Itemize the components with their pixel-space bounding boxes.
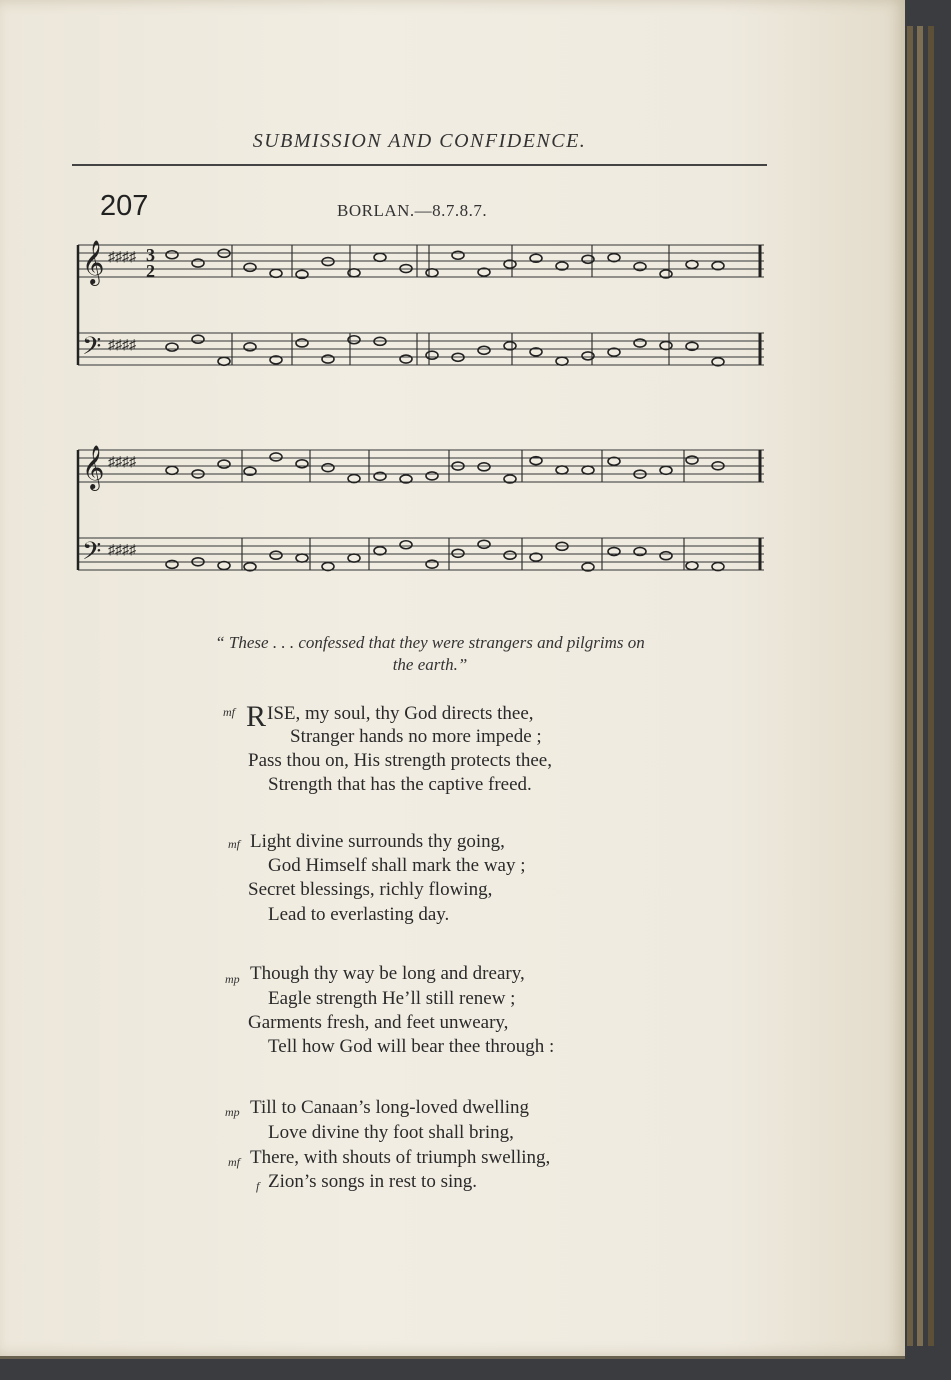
page-edge [917, 26, 923, 1346]
note-head [504, 551, 516, 559]
note-head [478, 346, 490, 354]
note-head [322, 563, 334, 571]
dynamic-marking: mf [223, 705, 235, 719]
verse-line: Garments fresh, and feet unweary, [248, 1012, 509, 1033]
note-head [426, 560, 438, 568]
verse-line: Though thy way be long and dreary, [250, 963, 525, 984]
key-signature: ♯♯♯♯ [108, 455, 136, 470]
dynamic-marking: mf [228, 1155, 240, 1169]
note-head [296, 460, 308, 468]
note-head [166, 343, 178, 351]
page-edge [928, 26, 934, 1346]
verse-line: Stranger hands no more impede ; [290, 726, 542, 747]
verse-line: Till to Canaan’s long-loved dwelling [250, 1097, 530, 1118]
note-head [686, 456, 698, 464]
verse-line: Zion’s songs in rest to sing. [268, 1171, 478, 1192]
note-head [478, 540, 490, 548]
bass-clef: 𝄢 [82, 537, 102, 572]
note-head [244, 343, 256, 351]
dynamic-marking: f [256, 1179, 260, 1193]
note-head [192, 259, 204, 267]
note-head [426, 351, 438, 359]
note-head [660, 466, 672, 474]
hymn-number: 207 [100, 190, 149, 222]
note-head [426, 472, 438, 480]
verse-line: Tell how God will bear thee through : [268, 1036, 555, 1057]
note-head [660, 552, 672, 560]
verse-line: Pass thou on, His strength protects thee, [248, 750, 552, 771]
key-signature: ♯♯♯♯ [108, 543, 136, 558]
bass-clef: 𝄢 [82, 332, 102, 367]
treble-clef: 𝄞 [82, 240, 105, 284]
note-head [270, 269, 282, 277]
note-head [426, 269, 438, 277]
verse-line: There, with shouts of triumph swelling, [250, 1147, 551, 1168]
note-head [166, 251, 178, 259]
note-head [712, 563, 724, 571]
note-head [660, 342, 672, 350]
treble-clef: 𝄞 [82, 445, 105, 489]
note-head [270, 453, 282, 461]
verse-line: Light divine surrounds thy going, [250, 831, 505, 852]
note-head [296, 554, 308, 562]
note-head [556, 466, 568, 474]
time-signature: 3 [146, 245, 155, 265]
note-head [192, 335, 204, 343]
time-signature: 2 [146, 261, 155, 281]
dynamic-marking: mp [225, 1105, 240, 1119]
note-head [374, 253, 386, 261]
key-signature: ♯♯♯♯ [108, 250, 136, 265]
note-head [634, 339, 646, 347]
note-head [322, 258, 334, 266]
note-head [686, 562, 698, 570]
key-signature: ♯♯♯♯ [108, 338, 136, 353]
note-head [608, 254, 620, 262]
drop-cap: R [246, 700, 267, 733]
verse-line: Love divine thy foot shall bring, [268, 1122, 514, 1143]
note-head [218, 357, 230, 365]
page-edge [907, 26, 913, 1346]
epigraph [140, 632, 720, 676]
note-head [556, 357, 568, 365]
verse-line: God Himself shall mark the way ; [268, 855, 526, 876]
note-head [322, 355, 334, 363]
note-head [686, 261, 698, 269]
note-head [270, 551, 282, 559]
note-head [322, 464, 334, 472]
verse-line: Secret blessings, richly flowing, [248, 879, 493, 900]
note-head [166, 466, 178, 474]
epigraph-line-1: “ These . . . confessed that they were strangers and pilgrims on [215, 633, 645, 652]
note-head [452, 549, 464, 557]
verse-line: Eagle strength He’ll still renew ; [268, 988, 516, 1009]
dynamic-marking: mp [225, 972, 240, 986]
note-head [400, 541, 412, 549]
verse-line: RISE, my soul, thy God directs thee, [246, 700, 534, 733]
epigraph-line-2: the earth.” [392, 655, 468, 674]
note-head [400, 355, 412, 363]
note-head [348, 554, 360, 562]
note-head [582, 466, 594, 474]
note-head [452, 251, 464, 259]
music-score [72, 225, 772, 605]
note-head [218, 562, 230, 570]
header-rule [72, 164, 767, 166]
verse-line: Strength that has the captive freed. [268, 774, 532, 795]
dynamic-marking: mf [228, 837, 240, 851]
note-head [478, 463, 490, 471]
note-head [218, 460, 230, 468]
verse-line: Lead to everlasting day. [268, 904, 450, 925]
note-head [296, 339, 308, 347]
note-head [244, 263, 256, 271]
note-head [348, 475, 360, 483]
tune-name: BORLAN.—8.7.8.7. [337, 201, 488, 220]
running-header: SUBMISSION AND CONFIDENCE. [252, 130, 587, 152]
